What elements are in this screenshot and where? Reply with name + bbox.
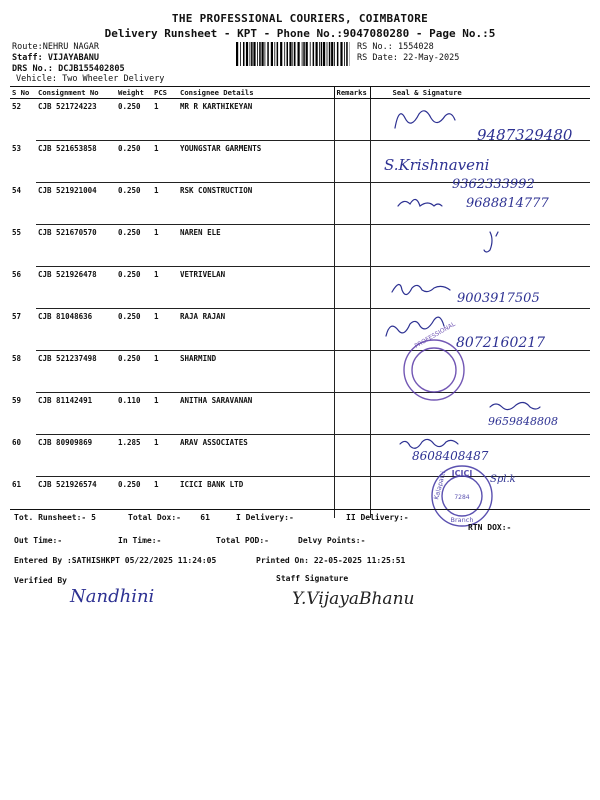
total-dox	[128, 513, 210, 522]
verified-signature: Nandhini	[70, 586, 155, 607]
total-dox-label: Total Dox:-	[128, 513, 181, 522]
row-sno: 61	[12, 479, 22, 489]
row-weight: 0.250	[116, 141, 152, 183]
entered-by-value: SATHISHKPT 05/22/2025 11:24:05	[71, 556, 217, 565]
row-consignee: ICICI BANK LTD	[180, 480, 244, 489]
row-sno: 59	[12, 395, 22, 405]
row-weight: 0.110	[116, 393, 152, 435]
note-row-61: Spl.k	[490, 474, 516, 485]
staff-signature: Y.VijayaBhanu	[292, 589, 415, 609]
row-consignment: CJB 521921004	[36, 183, 116, 225]
row-consignment: CJB 81048636	[36, 309, 116, 351]
row-consignment: CJB 81142491	[36, 393, 116, 435]
row-weight: 0.250	[116, 225, 152, 267]
row-consignment: CJB 521926574	[38, 480, 97, 489]
staff-signature-label: Staff Signature	[276, 574, 349, 583]
row-sno: 53	[12, 143, 22, 153]
row-sno: 54	[12, 185, 22, 195]
printed-on	[256, 556, 405, 565]
stamp-row-58	[404, 320, 464, 400]
row-consignee: VETRIVELAN	[178, 267, 334, 309]
signature-row-54	[398, 199, 442, 206]
row-consignee: YOUNGSTAR GARMENTS	[178, 141, 334, 183]
stamp-row-61	[432, 466, 492, 526]
verified-by-label: Verified By	[14, 576, 67, 585]
col-weight: Weight	[116, 87, 152, 99]
company-name: THE PROFESSIONAL COURIERS, COIMBATORE	[171, 12, 429, 25]
rs-date-value: 22-May-2025	[403, 53, 460, 63]
svg-text:Kalapatti: Kalapatti	[432, 470, 448, 501]
row-pcs: 1	[154, 480, 159, 489]
row-consignment: CJB 521670570	[36, 225, 116, 267]
row-pcs: 1	[152, 141, 178, 183]
row-pcs: 1	[152, 435, 178, 477]
svg-text:ICICI: ICICI	[451, 469, 473, 478]
rs-no-label: RS No.:	[357, 42, 393, 52]
phone-row-59: 9659848808	[488, 415, 558, 428]
phone-row-60: 8608408487	[412, 449, 489, 463]
col-pcs: PCS	[152, 87, 178, 99]
tot-runsheet	[14, 513, 96, 522]
rs-date-label: RS Date:	[357, 53, 398, 63]
runsheet-title: Delivery Runsheet - KPT - Phone No.:9047080280 - Page No.:5	[104, 27, 496, 40]
entered-by	[14, 556, 216, 565]
row-weight: 0.250	[116, 183, 152, 225]
i-delivery: I Delivery:-	[236, 513, 294, 522]
row-pcs: 1	[152, 183, 178, 225]
ii-delivery: II Delivery:-	[346, 513, 409, 522]
staff-value: VIJAYABANU	[47, 53, 100, 63]
drs-value: DCJB155402805	[58, 64, 125, 74]
row-weight: 0.250	[116, 351, 152, 393]
signature-row-60	[400, 439, 458, 448]
col-sno: S No	[10, 87, 36, 99]
route-value: NEHRU NAGAR	[42, 42, 100, 52]
row-weight: 0.250	[116, 309, 152, 351]
entered-by-label: Entered By :	[14, 556, 72, 565]
row-sno: 58	[12, 353, 22, 363]
delivery-points: Delvy Points:-	[298, 536, 366, 545]
row-consignment: CJB 80909869	[36, 435, 116, 477]
row-consignment: CJB 521724223	[36, 99, 116, 141]
row-pcs: 1	[152, 351, 178, 393]
row-consignee: RAJA RAJAN	[178, 309, 334, 351]
row-pcs: 1	[152, 309, 178, 351]
total-dox-value: 61	[200, 513, 210, 522]
row-pcs: 1	[152, 99, 178, 141]
col-remarks: Remarks	[334, 87, 370, 99]
signature-row-55	[484, 232, 498, 252]
row-consignee: SHARMIND	[178, 351, 334, 393]
row-sno: 57	[12, 311, 22, 321]
route-label: Route:	[12, 42, 43, 52]
row-consignee: NAREN ELE	[178, 225, 334, 267]
row-weight: 0.250	[118, 480, 141, 489]
phone-row-53: 9362333992	[452, 177, 535, 192]
signature-row-52	[395, 111, 455, 128]
col-consignee: Consignee Details	[178, 87, 334, 99]
svg-text:Branch: Branch	[450, 516, 474, 524]
drs-label: DRS No.:	[12, 64, 53, 74]
svg-text:PROFESSIONAL: PROFESSIONAL	[413, 320, 457, 350]
signature-row-59	[490, 402, 540, 409]
out-time: Out Time:-	[14, 536, 63, 545]
row-sno: 60	[12, 437, 22, 447]
phone-row-54: 9688814777	[466, 196, 549, 211]
vehicle-label: Vehicle:	[16, 74, 57, 84]
col-signature: Seal & Signature	[370, 87, 590, 99]
row-sno: 52	[12, 102, 22, 111]
row-pcs: 1	[152, 225, 178, 267]
row-consignee: MR R KARTHIKEYAN	[178, 99, 334, 141]
col-consignment: Consignment No	[36, 87, 116, 99]
row-sno: 55	[12, 227, 22, 237]
name-row-53: S.Krishnaveni	[384, 156, 490, 174]
row-consignee: ANITHA SARAVANAN	[178, 393, 334, 435]
row-pcs: 1	[152, 267, 178, 309]
phone-row-56: 9003917505	[457, 291, 540, 306]
row-pcs: 1	[152, 393, 178, 435]
phone-row-52: 9487329480	[477, 126, 573, 144]
svg-text:7284: 7284	[454, 494, 470, 501]
tot-runsheet-label: Tot. Runsheet:-	[14, 513, 87, 522]
printed-on-value: 22-05-2025 11:25:51	[313, 556, 406, 565]
rtn-dox: RTN DOX:-	[468, 523, 512, 532]
tot-runsheet-value: 5	[91, 513, 96, 522]
row-consignment: CJB 521653858	[36, 141, 116, 183]
row-sno: 56	[12, 269, 22, 279]
row-consignment: CJB 521237498	[36, 351, 116, 393]
footer-divider	[10, 509, 590, 510]
in-time: In Time:-	[118, 536, 162, 545]
total-pod: Total POD:-	[216, 536, 269, 545]
phone-row-57: 8072160217	[456, 335, 546, 351]
row-weight: 0.250	[116, 267, 152, 309]
rs-no-value: 1554028	[397, 42, 434, 52]
vehicle-value: Two Wheeler Delivery	[62, 74, 165, 84]
signature-row-56	[392, 284, 450, 294]
row-weight: 0.250	[116, 99, 152, 141]
row-consignment: CJB 521926478	[36, 267, 116, 309]
row-consignee: RSK CONSTRUCTION	[178, 183, 334, 225]
staff-label: Staff:	[12, 53, 43, 63]
row-consignee: ARAV ASSOCIATES	[178, 435, 334, 477]
printed-on-label: Printed On:	[256, 556, 309, 565]
row-weight: 1.285	[116, 435, 152, 477]
